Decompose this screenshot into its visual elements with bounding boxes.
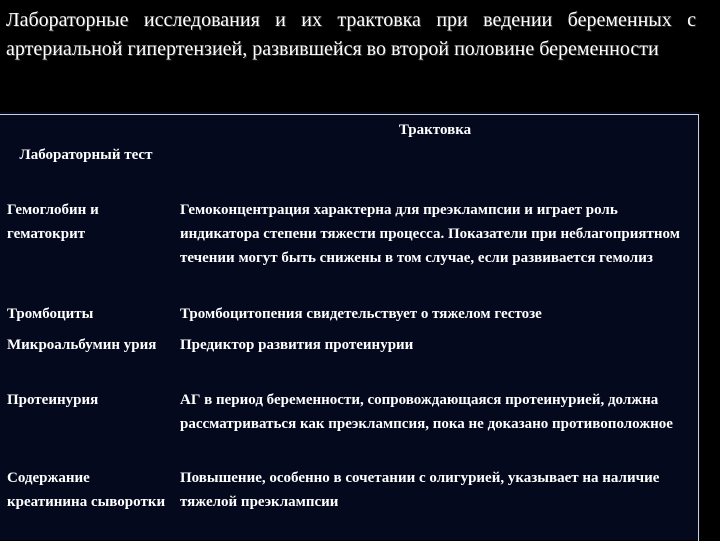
slide-title: Лабораторные исследования и их трактовка при ведении беременных с артериальной гипертензией, развившейся во второй половине беременности — [6, 9, 696, 60]
header-test: Лабораторный тест — [19, 147, 153, 163]
row-interpretation-hemoglobin: Гемоконцентрация характерна для преэклампсии и играет роль индикатора степени тяжести процесса. Показатели при неблагоприятном течении могут быть снижены в том случае, если развивается гемолиз — [180, 202, 680, 266]
row-test-platelets: Тромбоциты — [7, 306, 94, 322]
header-interpretation: Трактовка — [398, 122, 472, 138]
row-test-microalbuminuria: Микроальбумин урия — [7, 337, 157, 353]
row-interpretation-microalbuminuria: Предиктор развития протеинурии — [180, 337, 414, 353]
row-test-creatinine: Содержание креатинина сыворотки — [7, 470, 166, 510]
row-interpretation-creatinine: Повышение, особенно в сочетании с олигурией, указывает на наличие тяжелой преэклампсии — [180, 470, 660, 510]
row-interpretation-platelets: Тромбоцитопения свидетельствует о тяжелом гестозе — [180, 306, 542, 322]
row-interpretation-proteinuria: АГ в период беременности, сопровождающаяся протеинурией, должна рассматриваться как преэклампсия, пока не доказано противоположное — [180, 392, 673, 432]
row-test-hemoglobin: Гемоглобин и гематокрит — [7, 202, 99, 242]
row-test-proteinuria: Протеинурия — [7, 392, 99, 408]
